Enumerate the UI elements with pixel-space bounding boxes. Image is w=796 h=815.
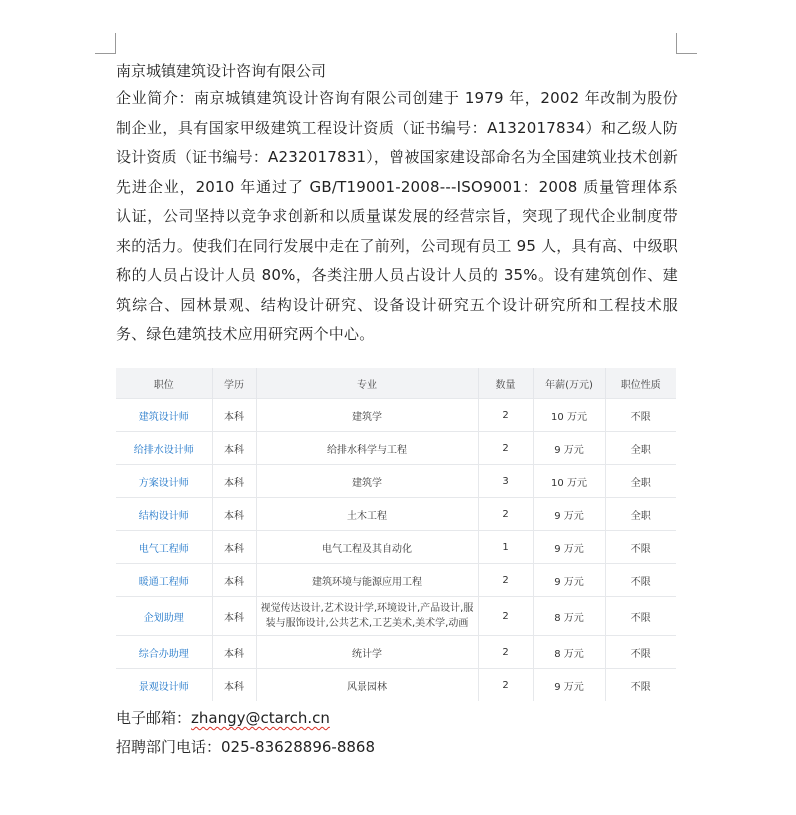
document-body — [116, 58, 678, 350]
cell-count: 2 — [478, 636, 533, 669]
cell-position: 暖通工程师 — [116, 564, 212, 597]
cell-salary: 10 万元 — [533, 465, 605, 498]
cell-major: 建筑环境与能源应用工程 — [256, 564, 478, 597]
header-position: 职位 — [116, 368, 212, 399]
table-row — [116, 432, 676, 465]
cell-salary: 9 万元 — [533, 669, 605, 702]
table-row — [116, 669, 676, 702]
cell-count: 2 — [478, 669, 533, 702]
cell-education: 本科 — [212, 432, 256, 465]
phone-number: 025-83628896-8868 — [221, 738, 375, 756]
cell-type: 不限 — [605, 399, 676, 432]
cell-count: 2 — [478, 597, 533, 636]
table-row — [116, 531, 676, 564]
header-salary: 年薪(万元) — [533, 368, 605, 399]
cell-major: 建筑学 — [256, 399, 478, 432]
cell-position: 建筑设计师 — [116, 399, 212, 432]
cell-major: 风景园林 — [256, 669, 478, 702]
cell-salary: 8 万元 — [533, 636, 605, 669]
cell-position: 电气工程师 — [116, 531, 212, 564]
cell-major: 土木工程 — [256, 498, 478, 531]
cell-education: 本科 — [212, 465, 256, 498]
cell-salary: 9 万元 — [533, 432, 605, 465]
cell-major: 建筑学 — [256, 465, 478, 498]
phone-label: 招聘部门电话： — [116, 738, 222, 756]
cell-type: 全职 — [605, 465, 676, 498]
cell-education: 本科 — [212, 564, 256, 597]
cell-salary: 9 万元 — [533, 564, 605, 597]
company-intro-paragraph: 企业简介：南京城镇建筑设计咨询有限公司创建于 1979 年，2002 年改制为股份制企业，具有国家甲级建筑工程设计资质（证书编号：A132017834）和乙级人防设计资质（证书编号：A232017831），曾被国家建设部命名为全国建筑业技术创新先进企业，2010 年通过了 GB/T19001-2008---ISO9001：2008 质量管理体系认证，公司坚持以竞争求创新和以质量谋发展的经营宗旨，突现了现代企业制度带来的活力。使我们在同行发展中走在了前列，公司现有员工 95 人，具有高、中级职称的人员占设计人员 80%，各类注册人员占设计人员的 35%。设有建筑创作、建筑综合、园林景观、结构设计研究、设备设计研究五个设计研究所和工程技术服务、绿色建筑技术应用研究两个中心。 — [116, 89, 678, 343]
table-header-row — [116, 368, 676, 399]
cell-position: 结构设计师 — [116, 498, 212, 531]
table-row — [116, 465, 676, 498]
page-corner-mark-top-right — [676, 33, 697, 54]
cell-count: 3 — [478, 465, 533, 498]
cell-type: 不限 — [605, 531, 676, 564]
job-table — [116, 368, 676, 701]
header-count: 数量 — [478, 368, 533, 399]
page-corner-mark-top-left — [95, 33, 116, 54]
header-major: 专业 — [256, 368, 478, 399]
cell-education: 本科 — [212, 669, 256, 702]
cell-education: 本科 — [212, 636, 256, 669]
cell-salary: 9 万元 — [533, 498, 605, 531]
cell-major: 统计学 — [256, 636, 478, 669]
cell-position: 综合办助理 — [116, 636, 212, 669]
email-address: zhangy@ctarch.cn — [191, 709, 330, 727]
cell-position: 企划助理 — [116, 597, 212, 636]
table-row — [116, 636, 676, 669]
cell-major: 电气工程及其自动化 — [256, 531, 478, 564]
cell-education: 本科 — [212, 597, 256, 636]
email-label: 电子邮箱： — [116, 709, 192, 727]
cell-salary: 9 万元 — [533, 531, 605, 564]
cell-type: 全职 — [605, 498, 676, 531]
cell-type: 不限 — [605, 564, 676, 597]
cell-type: 不限 — [605, 636, 676, 669]
cell-count: 2 — [478, 432, 533, 465]
cell-count: 2 — [478, 564, 533, 597]
cell-salary: 8 万元 — [533, 597, 605, 636]
cell-position: 给排水设计师 — [116, 432, 212, 465]
cell-salary: 10 万元 — [533, 399, 605, 432]
cell-major: 给排水科学与工程 — [256, 432, 478, 465]
cell-education: 本科 — [212, 399, 256, 432]
header-job-type: 职位性质 — [605, 368, 676, 399]
table-row — [116, 498, 676, 531]
company-name: 南京城镇建筑设计咨询有限公司 — [116, 62, 327, 80]
cell-type: 不限 — [605, 597, 676, 636]
cell-education: 本科 — [212, 498, 256, 531]
cell-major: 视觉传达设计,艺术设计学,环境设计,产品设计,服装与服饰设计,公共艺术,工艺美术,美术学,动画 — [256, 597, 478, 636]
cell-position: 方案设计师 — [116, 465, 212, 498]
email-line — [116, 706, 330, 730]
table-row — [116, 564, 676, 597]
cell-position: 景观设计师 — [116, 669, 212, 702]
cell-type: 全职 — [605, 432, 676, 465]
table-row — [116, 399, 676, 432]
phone-line — [116, 735, 375, 759]
header-education: 学历 — [212, 368, 256, 399]
cell-type: 不限 — [605, 669, 676, 702]
cell-education: 本科 — [212, 531, 256, 564]
cell-count: 1 — [478, 531, 533, 564]
table-row — [116, 597, 676, 636]
cell-count: 2 — [478, 498, 533, 531]
cell-count: 2 — [478, 399, 533, 432]
